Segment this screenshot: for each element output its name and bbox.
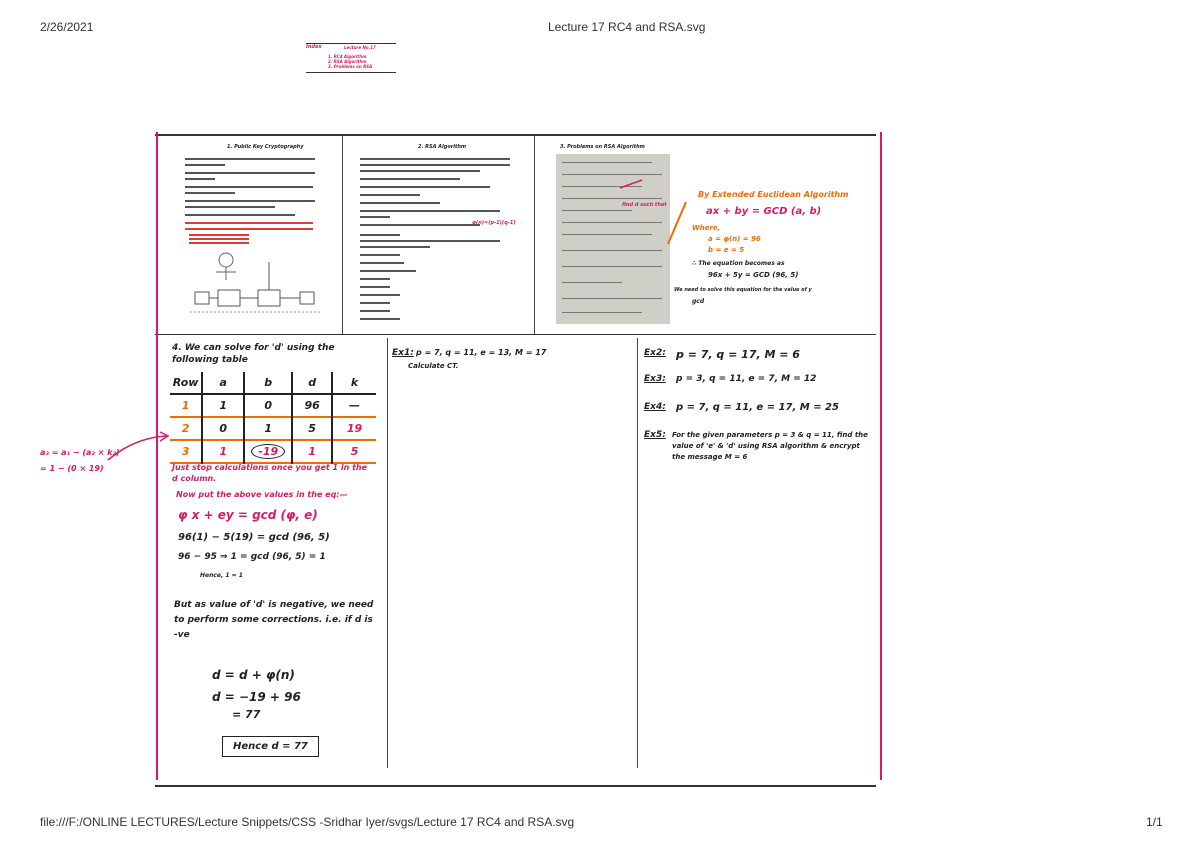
ex4-label: Ex4: (644, 402, 666, 412)
thumb2-text-line (360, 186, 490, 188)
ex4-params: p = 7, q = 11, e = 17, M = 25 (676, 402, 839, 413)
table-cell: 3 (170, 440, 202, 463)
answer-box: Hence d = 77 (222, 736, 319, 757)
panel-solve-d (160, 338, 385, 778)
top-divider-1 (342, 136, 343, 334)
top-divider-2 (534, 136, 535, 334)
thumb1-red-line (185, 222, 313, 224)
thumb2-text-line (360, 246, 430, 248)
bottom-divider-2 (637, 338, 638, 768)
table-header-cell: a (202, 372, 244, 394)
thumb2-text-line (360, 158, 510, 160)
ex1-task: Calculate CT. (408, 362, 459, 370)
side-note-line1: a₃ = a₁ − (a₂ × k₂) (40, 448, 120, 457)
thumb2-text-line (360, 234, 400, 236)
table-cell-value: -19 (251, 444, 285, 459)
table-cell: 96 (292, 394, 332, 417)
print-footer-path: file:///F:/ONLINE LECTURES/Lecture Snippets/CSS -Sridhar Iyer/svgs/Lecture 17 RC4 and RSA.svg (40, 815, 575, 829)
but-note: But as value of 'd' is negative, we need to perform some corrections. i.e. if d is -ve (174, 600, 374, 640)
table-cell: 5 (292, 417, 332, 440)
thumb1-text-line (185, 164, 225, 166)
thumb2-text-line (360, 254, 400, 256)
thumb2-pink-note: φ(n)=(p-1)(q-1) (472, 220, 516, 226)
index-line4: 3. Problems on RSA (328, 64, 373, 69)
euclid-line3: Where, (692, 224, 721, 232)
thumb2-text-line (360, 262, 404, 264)
frame-middle-divider (155, 334, 876, 335)
ex1-label: Ex1: (392, 348, 414, 358)
ex2-label: Ex2: (644, 348, 666, 358)
table-cell: 1 (202, 440, 244, 463)
index-bottom-rule (306, 72, 396, 73)
index-line3: 2. RSA Algorithm (328, 59, 367, 64)
thumb1-title: 1. Public Key Cryptography (227, 144, 304, 150)
frame-top-border (155, 134, 876, 136)
ex5-text: For the given parameters p = 3 & q = 11, find the value of 'e' & 'd' using RSA algorithm & encrypt the message M = 6 (672, 431, 868, 461)
thumb1-text-line (185, 192, 235, 194)
thumb2-text-line (360, 270, 416, 272)
thumb1-red-line (189, 242, 249, 244)
ex3-params: p = 3, q = 11, e = 7, M = 12 (676, 374, 817, 384)
thumb2-text-line (360, 170, 480, 172)
thumb2-text-line (360, 318, 400, 320)
thumb1-diagram (190, 250, 330, 328)
thumb1-red-line (185, 228, 313, 230)
euclid-line1: By Extended Euclidean Algorithm (698, 190, 849, 199)
table-header-cell: b (244, 372, 292, 394)
bottom-divider-1 (387, 338, 388, 768)
panel-example-1 (392, 348, 632, 408)
euclid-line5: b = e = 5 (708, 246, 745, 254)
ex5-label: Ex5: (644, 430, 666, 440)
thumb2-text-line (360, 194, 420, 196)
thumb2-text-line (360, 224, 480, 226)
thumb1-text-line (185, 214, 295, 216)
eq-d2: d = −19 + 96 (212, 690, 301, 704)
thumb1-text-line (185, 172, 315, 174)
print-title: Lecture 17 RC4 and RSA.svg (548, 20, 706, 34)
thumb2-text-line (360, 216, 390, 218)
thumb2-title: 2. RSA Algorithm (418, 144, 467, 150)
thumb2-text-line (360, 286, 390, 288)
panel-examples-2-5 (644, 346, 874, 486)
eq-d1: d = d + φ(n) (212, 668, 295, 682)
thumb2-text-line (360, 240, 500, 242)
table-row (170, 417, 376, 440)
thumb-panel-rsa (350, 140, 530, 330)
table-row (170, 440, 376, 463)
thumb1-red-line (189, 234, 249, 236)
thumb-panel-public-key (165, 140, 335, 330)
thumb2-text-line (360, 294, 400, 296)
table-cell: 2 (170, 417, 202, 440)
table-cell: 19 (346, 422, 363, 435)
index-block (306, 40, 398, 76)
table-header-cell: d (292, 372, 332, 394)
index-line2: 1. RC4 Algorithm (328, 54, 367, 59)
thumb-panel-problems (540, 140, 870, 330)
eq1: φ x + ey = gcd (φ, e) (178, 508, 318, 522)
ex3-label: Ex3: (644, 374, 666, 384)
hence-small: Hence, 1 = 1 (200, 572, 243, 579)
stop-note: Just stop calculations once you get 1 in the d column. (172, 463, 368, 483)
table-cell-circled (244, 440, 292, 463)
euclid-line2: ax + by = GCD (a, b) (706, 206, 822, 217)
side-note-line2: = 1 − (0 × 19) (40, 464, 104, 473)
euclid-line8: We need to solve this equation for the value of y (674, 287, 812, 293)
table-header-row (170, 372, 376, 394)
table-cell: 5 (350, 445, 359, 458)
thumb1-text-line (185, 206, 275, 208)
print-footer-page: 1/1 (1146, 815, 1163, 829)
table-header-cell: Row (170, 372, 202, 394)
euclid-line7: 96x + 5y = GCD (96, 5) (708, 271, 799, 279)
index-line1: Lecture No.17 (344, 45, 376, 50)
euclid-line6: ∴ The equation becomes as (692, 260, 785, 267)
thumb2-text-line (360, 278, 390, 280)
thumb2-text-line (360, 210, 500, 212)
thumb3-pink-note: find d such that (622, 202, 667, 208)
side-note-arrow (104, 430, 174, 470)
thumb2-text-line (360, 178, 460, 180)
frame-bottom-border (155, 785, 876, 787)
table-cell: 1 (292, 440, 332, 463)
table-header-cell: k (350, 376, 359, 389)
thumb3-arrows (540, 140, 870, 330)
thumb1-text-line (185, 200, 315, 202)
eq-d3: = 77 (232, 708, 261, 721)
thumb2-text-line (360, 302, 390, 304)
intro-text: 4. We can solve for 'd' using the following table (172, 343, 335, 365)
thumb2-text-line (360, 310, 390, 312)
euclid-line9: gcd (692, 298, 705, 305)
index-label: Index (306, 44, 322, 50)
euclid-table (170, 372, 376, 464)
ex2-params: p = 7, q = 17, M = 6 (676, 348, 800, 361)
table-row (170, 394, 376, 417)
euclid-line4: a = φ(n) = 96 (708, 235, 761, 243)
thumb2-text-line (360, 164, 510, 166)
table-cell: — (349, 399, 361, 412)
thumb2-text-line (360, 202, 440, 204)
now-put-note: Now put the above values in the eq:— (176, 490, 348, 499)
eq2: 96(1) − 5(19) = gcd (96, 5) (178, 532, 330, 543)
thumb1-text-line (185, 178, 215, 180)
print-date: 2/26/2021 (40, 20, 94, 34)
thumb1-text-line (185, 186, 313, 188)
table-cell: 1 (244, 417, 292, 440)
thumb1-red-line (189, 238, 249, 240)
eq3: 96 − 95 ⇒ 1 = gcd (96, 5) = 1 (178, 552, 326, 562)
table-cell: 1 (202, 394, 244, 417)
table-cell: 0 (202, 417, 244, 440)
ex1-params: p = 7, q = 11, e = 13, M = 17 (416, 348, 547, 357)
thumb1-text-line (185, 158, 315, 160)
table-cell: 0 (244, 394, 292, 417)
thumb3-title: 3. Problems on RSA Algorithm (560, 144, 645, 150)
table-cell: 1 (170, 394, 202, 417)
frame-right-pink-margin (880, 132, 882, 780)
